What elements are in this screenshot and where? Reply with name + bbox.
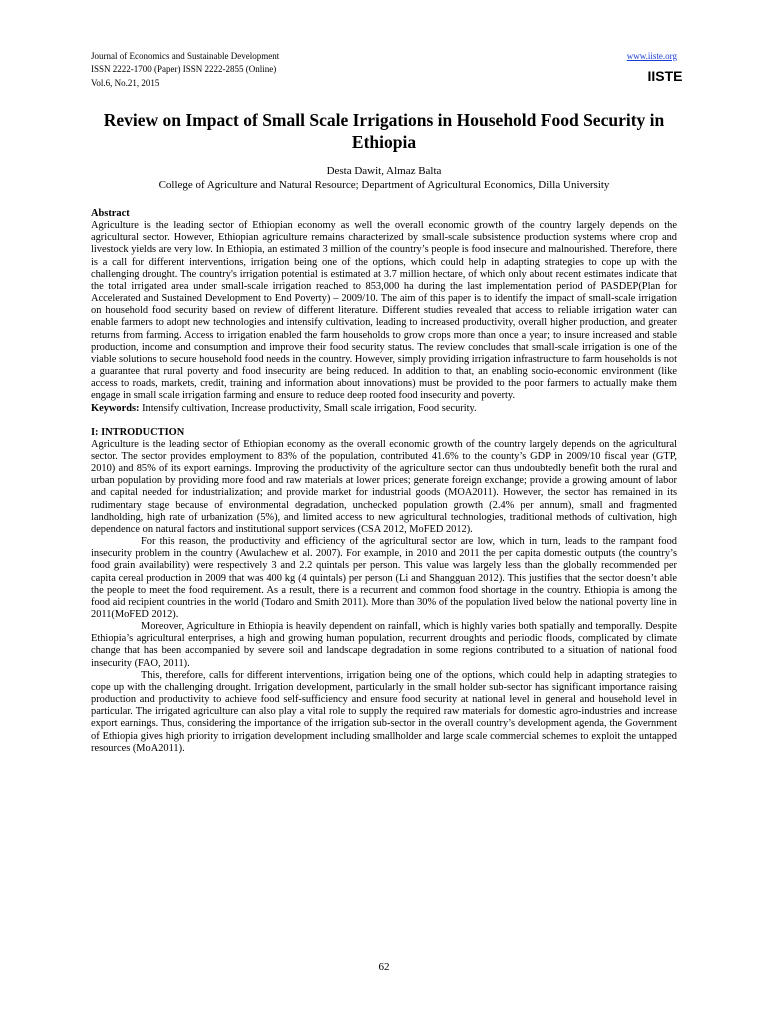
- keywords-label: Keywords:: [91, 402, 140, 414]
- iiste-logo: [647, 66, 683, 89]
- abstract-heading: Abstract: [91, 208, 130, 219]
- intro-paragraph-4: This, therefore, calls for different interventions, irrigation being one of the options, which could help in adapting strategies to cope up with the challenging drought. Irrigation development, particularly in the small holder sub-sector has significant importance raising production and productivity to achieve food self-sufficiency and ensure food security at national level in general and household level in particular. The irrigated agriculture can also play a vital role to supply the required raw materials for domestic agro-industries and increase export earnings. Thus, considering the importance of the irrigation sub-sector in the overall country’s development agenda, the Government of Ethiopia gives high priority to irrigation development including smallholder and large scale commercial schemes to exploit the untapped resources (MoA2011).: [91, 669, 677, 754]
- logo-text: IISTE: [647, 68, 683, 84]
- page-header: [91, 50, 683, 94]
- intro-paragraph-2: For this reason, the productivity and efficiency of the agricultural sector are low, which in turn, leads to the rampant food insecurity problem in the country (Awulachew et al. 2007). For example, in 2010 and 2011 the per capita domestic outputs (the country’s food grain availability) were respectively 3 and 2.2 quintals per person. This value was largely less than the globally recommended per capita cereal production in 2009 that was 400 kg (4 quintals) per person (Li and Shangguan 2012). This justifies that the sector doesn’t able the people to meet the food requirement. As a result, there is a recurrent and common food shortage in the country. Ethiopia is among the food aid recipient countries in the world (Todaro and Smith 2011). More than 30% of the population lived below the national poverty line in 2011(MoFED 2012).: [91, 536, 677, 620]
- publisher-link[interactable]: www.iiste.org: [626, 51, 677, 61]
- paper-affiliation: College of Agriculture and Natural Resource; Department of Agricultural Economics, Dilla University: [158, 179, 610, 191]
- journal-info: [91, 50, 279, 90]
- journal-name: Journal of Economics and Sustainable Development: [91, 51, 280, 61]
- keywords-text: Intensify cultivation, Increase productivity, Small scale irrigation, Food security.: [139, 402, 477, 414]
- paper-body: [91, 208, 677, 755]
- abstract-text: Agriculture is the leading sector of Ethiopian economy as well the overall economic growth of the country largely depends on the agricultural sector. However, Ethiopian agriculture remains characterized by small-scale subsistence production systems where crop and livestock yields are very low. In Ethiopia, an estimated 3 million of the country’s people is food insecure and malnourished. Therefore, there is a call for different interventions, irrigation being one of the options, which could help in adapting strategies to cope up with the challenging drought. The country's irrigation potential is estimated at 3.7 million hectare, of which only about recent estimates indicate that the total irrigated area under small-scale irrigation reached to 853,000 ha during the last implementation period of PASDEP(Plan for Accelerated and Sustained Development to End Poverty) – 2009/10. The aim of this paper is to identify the impact of small-scale irrigation on household food security based on review of different literature. Different studies revealed that access to reliable irrigation water can enable farmers to adopt new technologies and intensify cultivation, leading to increased productivity, overall higher production, and greater returns from farming. Access to irrigation enabled the farm households to grow crops more than once a year; to insure increased and stable production, income and consumption and improve their food security status. The review concludes that small-scale irrigation is one of the viable solutions to secure household food needs in the country. However, simply providing irrigation infrastructure to farm households is not a guarantee that rural poverty and food insecurity are being reduced. In addition to that, an enabling socio-economic environment (like access to roads, markets, credit, training and information about innovations) must be provided to the poor farmers to actually make them engage in small scale irrigation farming and ensure to reduce deep rooted food insecurity and poverty.: [91, 220, 677, 402]
- keywords-line: [91, 403, 677, 415]
- intro-paragraph-3: Moreover, Agriculture in Ethiopia is heavily dependent on rainfall, which is highly varies both spatially and temporally. Despite Ethiopia’s agricultural enterprises, a high and growing human population, recurrent droughts and periodic floods, complicated by climate change that has been accompanied by severe soil and landscape degradation in some regions contributed to a situation of national food insecurity (FAO, 2011).: [91, 621, 677, 669]
- journal-issn: ISSN 2222-1700 (Paper) ISSN 2222-2855 (Online): [91, 64, 277, 75]
- paper-authors: Desta Dawit, Almaz Balta: [326, 165, 442, 177]
- intro-heading: I: INTRODUCTION: [91, 426, 185, 438]
- page-number: 62: [378, 961, 390, 973]
- paper-title: Review on Impact of Small Scale Irrigations in Household Food Security in Ethiopia: [103, 110, 665, 152]
- publisher-info: [626, 50, 683, 89]
- journal-volume: Vol.6, No.21, 2015: [91, 77, 160, 88]
- intro-paragraph-1: Agriculture is the leading sector of Ethiopian economy as the overall economic growth of the country largely depends on the agricultural sector. The sector provides employment to 83% of the population, contributed 41.6% to the county’s GDP in 2009/10 fiscal year (GTP, 2010) and 85% of its export earnings. Improving the productivity of the agriculture sector can thus undoubtedly benefit both the rural and urban population by providing more food and raw materials at lower prices; generate foreign exchange; provide a growing amount of labor and capital needed for industrialization; and provide market for industrial goods (MOA2011). However, the sector has remained in its rudimentary stage because of environmental degradation, unchecked population growth (2.4% per annum), small and fragmented landholding, high rate of urbanization (5%), and limited access to new agricultural technologies, traditional methods of cultivation, high dependence on natural factors and institutional support services (CSA 2012, MoFED 2012).: [91, 438, 677, 535]
